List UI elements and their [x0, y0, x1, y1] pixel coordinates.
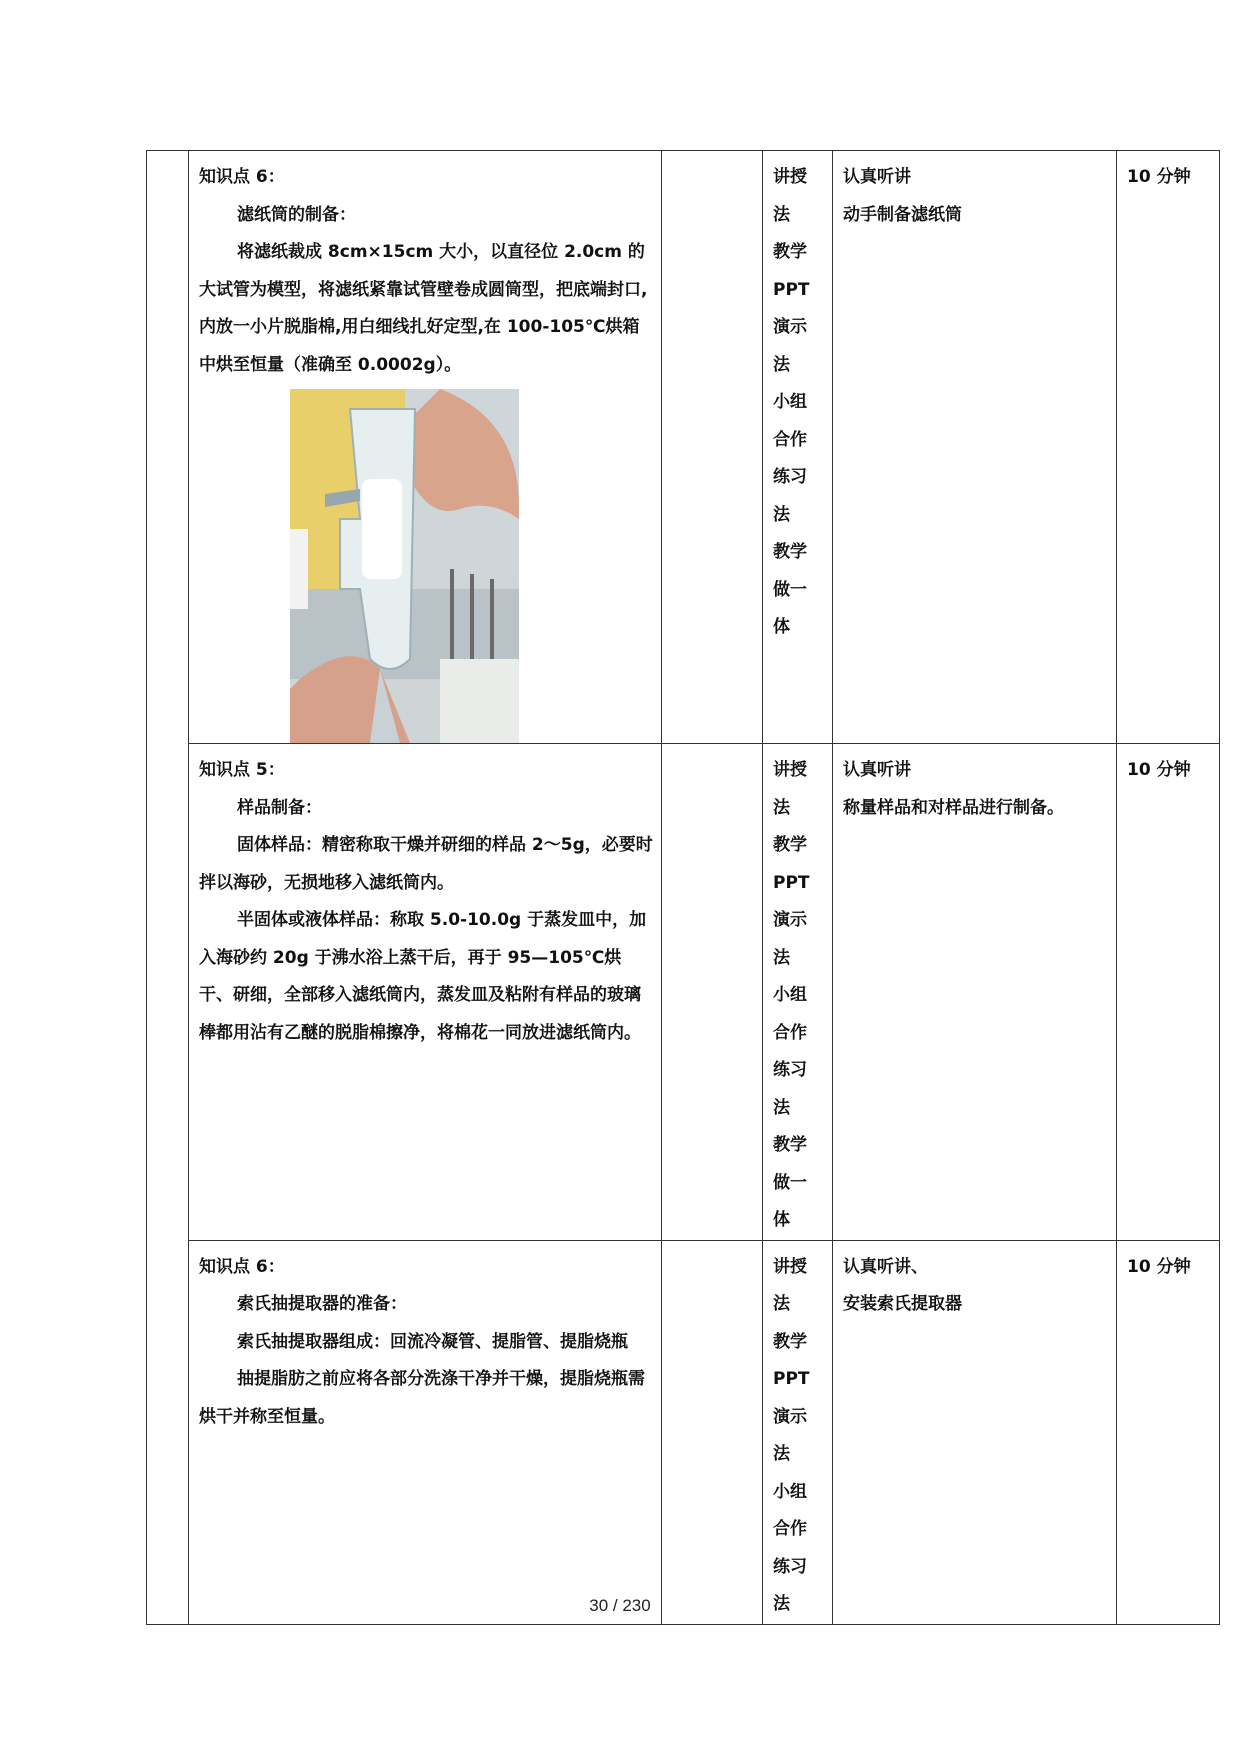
section-subheading: 索氏抽提取器的准备：: [237, 1294, 407, 1314]
method-line: 做一: [773, 579, 807, 600]
blank-column: [662, 1240, 763, 1624]
method-cell: [763, 744, 833, 1241]
method-line: 法: [773, 1294, 790, 1314]
method-line: 教学: [773, 242, 807, 262]
method-cell: [763, 1240, 833, 1624]
section-subheading: 样品制备：: [237, 797, 322, 818]
knowledge-point-heading: 知识点 6：: [199, 1256, 285, 1277]
method-line: 讲授: [773, 1256, 807, 1277]
content-cell: [189, 1240, 662, 1624]
method-line: 做一: [773, 1172, 807, 1193]
content-paragraph: 索氏抽提取器组成：回流冷凝管、提脂管、提脂烧瓶: [237, 1331, 628, 1352]
time-cell: [1117, 744, 1220, 1241]
method-line: 教学: [773, 1135, 807, 1155]
knowledge-point-heading: 知识点 6：: [199, 167, 285, 187]
method-line: 练习: [773, 1556, 807, 1577]
content-paragraph: 半固体或液体样品：称取 5.0-10.0g 于蒸发皿中，加入海砂约 20g 于沸水浴上蒸干后，再于 95—105℃烘干、研细，全部移入滤纸筒内，蒸发皿及粘附有样品的玻璃棒都用沾有乙醚的脱脂棉擦净，将棉花一同放进滤纸筒内。: [199, 910, 647, 1043]
content-paragraph: 抽提脂肪之前应将各部分洗涤干净并干燥，提脂烧瓶需烘干并称至恒量。: [199, 1369, 645, 1427]
method-line: PPT: [773, 279, 810, 300]
method-line: 小组: [773, 1481, 807, 1502]
method-line: 合作: [773, 1519, 807, 1539]
method-line: 教学: [773, 835, 807, 855]
time-value: 10 分钟: [1127, 760, 1191, 780]
activity-line: 认真听讲: [843, 760, 911, 780]
method-line: 体: [773, 617, 790, 637]
activity-cell: [833, 744, 1117, 1241]
page-number: 30 / 230: [589, 1596, 651, 1615]
method-line: 法: [773, 1444, 790, 1464]
time-value: 10 分钟: [1127, 1256, 1191, 1277]
filter-paper-tube-photo: [290, 389, 519, 743]
activity-cell: [833, 151, 1117, 744]
activity-cell: [833, 1240, 1117, 1624]
blank-left-column: [147, 151, 189, 1625]
method-line: 教学: [773, 1331, 807, 1352]
method-line: 演示: [773, 1406, 807, 1427]
time-cell: [1117, 151, 1220, 744]
activity-line: 动手制备滤纸筒: [843, 204, 962, 225]
time-cell: [1117, 1240, 1220, 1624]
method-line: 法: [773, 947, 790, 968]
method-line: 小组: [773, 985, 807, 1005]
method-line: 法: [773, 204, 790, 225]
method-line: PPT: [773, 1369, 810, 1389]
method-cell: [763, 151, 833, 744]
method-line: 合作: [773, 429, 807, 450]
table-row: [147, 151, 1220, 744]
content-cell: [189, 151, 662, 744]
activity-line: 称量样品和对样品进行制备。: [843, 797, 1064, 818]
method-line: 合作: [773, 1022, 807, 1043]
content-cell: [189, 744, 662, 1241]
method-line: PPT: [773, 872, 810, 893]
blank-column: [662, 744, 763, 1241]
method-line: 演示: [773, 910, 807, 930]
section-subheading: 滤纸筒的制备：: [237, 204, 356, 225]
activity-line: 认真听讲: [843, 167, 911, 187]
method-line: 法: [773, 797, 790, 818]
content-paragraph: 固体样品：精密称取干燥并研细的样品 2～5g，必要时拌以海砂，无损地移入滤纸筒内。: [199, 835, 653, 893]
table-row: [147, 1240, 1220, 1624]
table-row: [147, 744, 1220, 1241]
lesson-plan-table: [146, 150, 1220, 1625]
activity-line: 安装索氏提取器: [843, 1294, 962, 1314]
content-paragraph: 将滤纸裁成 8cm×15cm 大小，以直径位 2.0cm 的大试管为模型，将滤纸紧靠试管壁卷成圆筒型，把底端封口,内放一小片脱脂棉,用白细线扎好定型,在 100-105℃烘箱中烘至恒量（准确至 0.0002g）。: [199, 242, 648, 375]
method-line: 练习: [773, 1060, 807, 1080]
blank-column: [662, 151, 763, 744]
method-line: 法: [773, 1097, 790, 1118]
method-line: 练习: [773, 467, 807, 487]
method-line: 讲授: [773, 760, 807, 780]
method-line: 法: [773, 504, 790, 525]
method-line: 讲授: [773, 167, 807, 187]
time-value: 10 分钟: [1127, 167, 1191, 187]
method-line: 法: [773, 354, 790, 375]
method-line: 演示: [773, 317, 807, 337]
method-line: 体: [773, 1210, 790, 1230]
method-line: 法: [773, 1594, 790, 1614]
activity-line: 认真听讲、: [843, 1256, 928, 1277]
method-line: 教学: [773, 542, 807, 562]
knowledge-point-heading: 知识点 5：: [199, 760, 285, 780]
method-line: 小组: [773, 392, 807, 412]
